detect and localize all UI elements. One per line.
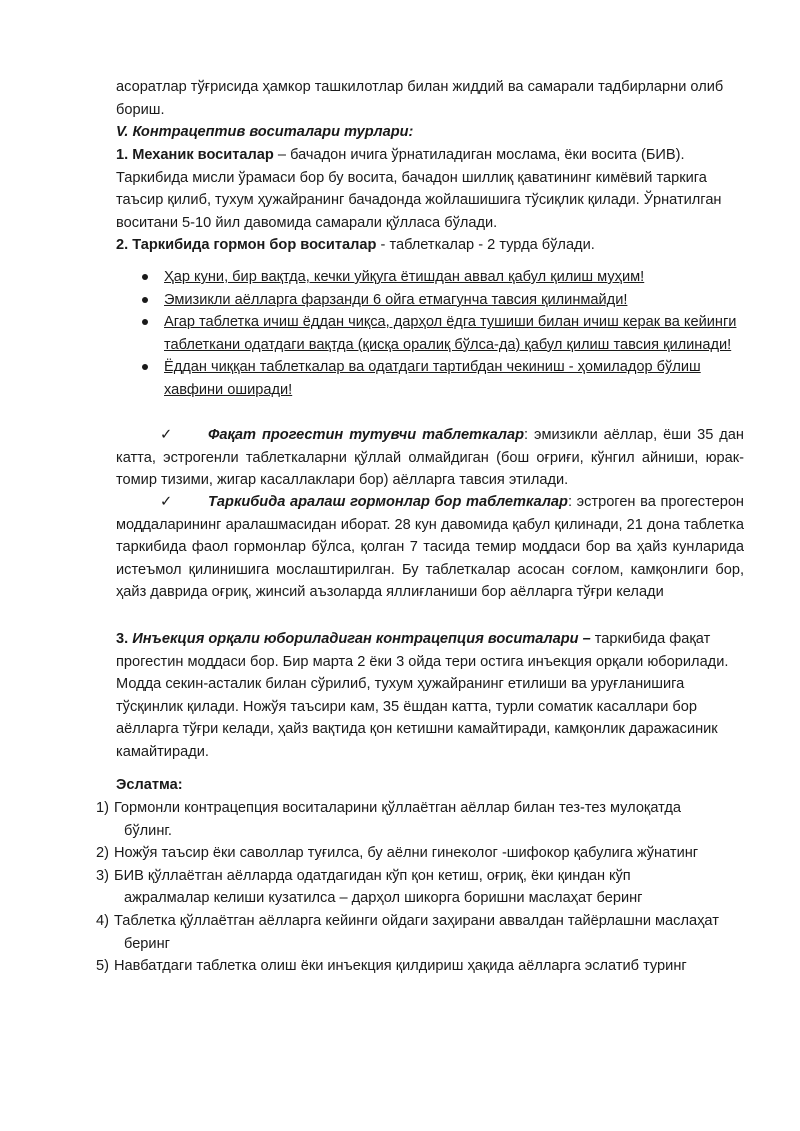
list-item: Агар таблетка ичиш ёддан чиқса, дарҳол ёдга тушиши билан ичиш керак ва кейинги таблеткани одатдаги вақтда (қисқа оралиқ бўлса-да) қабул қилиш тавсия қилинади! xyxy=(140,311,740,356)
progestin-text: : эмизикли аёллар, ёши 35 дан катта, эстрогенли таблеткаларни қўллай олмайдиган (бош оғриғи, кўнгил айниши, юрак-томир тизими, жигар касаллаклари бор) аёлларга тавсия этилади. xyxy=(116,427,744,489)
list-item: 3) БИВ қўллаётган аёлларда одатдагидан кўп қон кетиш, оғриқ, ёки қиндан кўп ажралмалар келиши кузатилса – дарҳол шикорга боришни маслаҳат беринг xyxy=(96,867,643,907)
mixed-paragraph xyxy=(116,491,744,604)
bullet-dot-icon xyxy=(142,319,148,325)
list-item: 2) Ножўя таъсир ёки саволлар туғилса, бу аёлни гинеколог -шифокор қабулига жўнатинг xyxy=(96,845,699,862)
bullet-dot-icon xyxy=(142,297,148,303)
list-item: Эмизикли аёлларга фарзанди 6 ойга етмагунча тавсия қилинмайди! xyxy=(140,289,740,312)
bullet-dot-icon xyxy=(142,364,148,370)
injection-paragraph xyxy=(116,628,744,764)
list-item: 5) Навбатдаги таблетка олиш ёки инъекция қилдириш ҳақида аёлларга эслатиб туринг xyxy=(96,958,687,975)
hormonal-text: - таблеткалар - 2 турда бўлади. xyxy=(376,237,595,253)
hormonal-title: 2. Таркибида гормон бор воситалар xyxy=(116,237,377,253)
list-item: 4) Таблетка қўллаётган аёлларга кейинги ойдаги заҳирани аввалдан тайёрлашни маслаҳат беринг xyxy=(96,912,719,952)
progestin-paragraph xyxy=(116,424,744,492)
intro-line-2: бориш. xyxy=(116,101,165,118)
list-item: Ҳар куни, бир вақтда, кечки уйқуга ётишдан аввал қабул қилиш муҳим! xyxy=(140,266,740,289)
injection-number: 3. xyxy=(116,631,129,647)
mixed-title: Таркибида аралаш гормонлар бор таблеткалар xyxy=(208,494,568,510)
list-item: Ёддан чиққан таблеткалар ва одатдаги тартибдан чекиниш - ҳомиладор бўлиш хавфини оширади! xyxy=(140,356,740,401)
mechanical-text: – бачадон ичига ўрнатиладиган мослама, ёки восита (БИВ). Таркибида мисли ўрамаси бор бу восита, бачадон шиллиқ қаватининг кимёвий таркига таъсир қилиб, тухум ҳужайранинг бачадонда жойлашишига тўсиқлик қилади. Ўрнатилган воситани 5-10 йил давомида самарали қўлласа бўлади. xyxy=(116,147,722,231)
mechanical-paragraph xyxy=(116,144,744,234)
injection-title: Инъекция орқали юбориладиган контрацепция воситалари – xyxy=(128,631,591,647)
injection-text: таркибида фақат прогестин моддаси бор. Бир марта 2 ёки 3 ойда тери остига инъекция орқали юборилади. Модда секин-асталик билан сўрилиб, тухум ҳужайранинг етилиши ва уруғланишига тўсқинлик қилади. Ножўя таъсири кам, 35 ёшдан катта, турли соматик касаллари бор аёлларга тўғри келади, ҳайз вақтида қон кетишни камайтиради, камқонлик даражасиник камайтиради. xyxy=(116,631,729,760)
mechanical-title: 1. Механик воситалар xyxy=(116,147,274,163)
hormonal-paragraph xyxy=(116,234,744,257)
note-list xyxy=(96,797,746,978)
bullet-dot-icon xyxy=(142,274,148,280)
list-item: 1) Гормонли контрацепция воситаларини қўллаётган аёллар билан тез-тез мулоқатда бўлинг. xyxy=(96,800,681,839)
checkmark-icon: ✓ xyxy=(160,427,173,443)
mixed-text: : эстроген ва прогестерон моддаларининг аралашмасидан иборат. 28 кун давомида қабул қилинади, 21 дона таблетка таркибида фаол гормонлар бўлса, қолган 7 тасида темир моддаси бор ва ҳайз кунларида истеъмол қилинишига мослаштирилган. Бу таблеткалар асосан соғлом, камқонлиги бор, ҳайз даврида оғриқ, жинсий аъзоларда яллиғланиши бор аёлларга тўғри келади xyxy=(116,494,744,601)
intro-line-1: асоратлар тўғрисида ҳамкор ташкилотлар билан жиддий ва самарали тадбирларни олиб xyxy=(116,79,724,95)
section-v-heading: V. Контрацептив воситалари турлари: xyxy=(116,124,414,140)
checkmark-icon: ✓ xyxy=(160,494,173,510)
pill-rules-list xyxy=(140,266,740,402)
progestin-title: Фақат прогестин тутувчи таблеткалар xyxy=(208,427,525,443)
note-heading: Эслатма: xyxy=(116,777,183,793)
intro-paragraph xyxy=(116,76,744,121)
